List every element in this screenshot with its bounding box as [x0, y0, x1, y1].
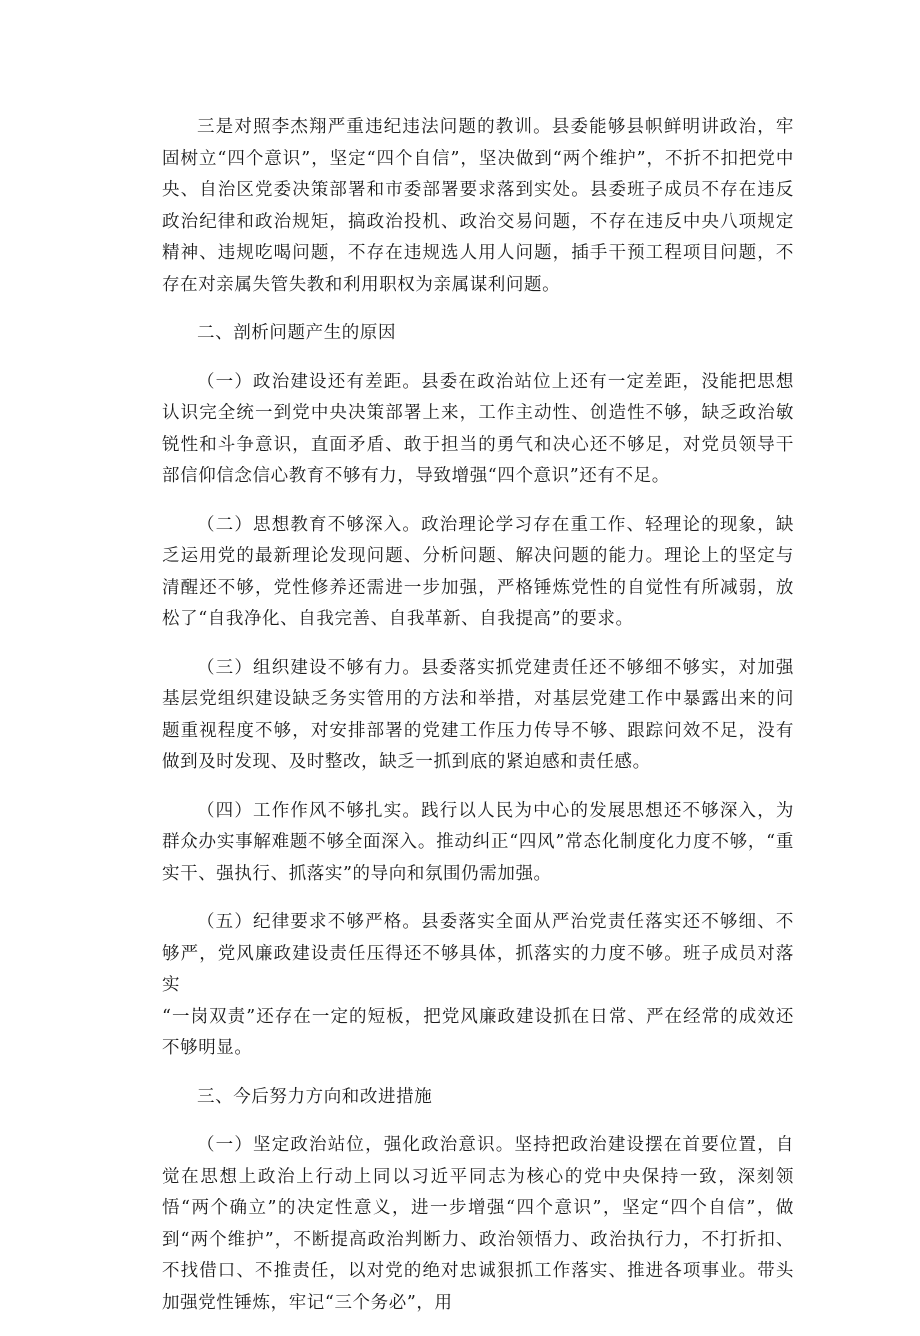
paragraph-political-building: （一）政治建设还有差距。县委在政治站位上还有一定差距，没能把思想认识完全统一到党中央决策部署上来，工作主动性、创造性不够，缺乏政治敏锐性和斗争意识，直面矛盾、敢于担当的勇气和决心还不够足，对党员领导干部信仰信念信心教育不够有力，导致增强“四个意识”还有不足。	[162, 371, 794, 486]
paragraph-work-style: （四）工作作风不够扎实。践行以人民为中心的发展思想还不够深入，为群众办实事解难题不够全面深入。推动纠正“四风”常态化制度化力度不够，“重实干、强执行、抓落实”的导向和氛围仍需加强。	[162, 800, 794, 884]
section-heading-improvements: 三、今后努力方向和改进措施	[197, 1086, 433, 1107]
paragraph-organization-building: （三）组织建设不够有力。县委落实抓党建责任还不够细不够实，对加强基层党组织建设缺乏务实管用的方法和举措，对基层党建工作中暴露出来的问题重视程度不够，对安排部署的党建工作压力传导不够、跟踪问效不足，没有做到及时发现、及时整改，缺乏一抓到底的紧迫感和责任感。	[162, 657, 794, 772]
paragraph-political-stance: （一）坚定政治站位，强化政治意识。坚持把政治建设摆在首要位置，自觉在思想上政治上行动上同以习近平同志为核心的党中央保持一致，深刻领悟“两个确立”的决定性意义，进一步增强“四个意识”，坚定“四个自信”，做到“两个维护”，不断提高政治判断力、政治领悟力、政治执行力，不打折扣、不找借口、不推责任，以对党的绝对忠诚狠抓工作落实、推进各项事业。带头加强党性锤炼，牢记“三个务必”，用	[162, 1135, 794, 1313]
paragraph-discipline-continued: “一岗双责”还存在一定的短板，把党风廉政建设抓在日常、严在经常的成效还不够明显。	[162, 1006, 794, 1058]
section-heading-causes: 二、剖析问题产生的原因	[197, 323, 397, 343]
paragraph-lessons: 三是对照李杰翔严重违纪违法问题的教训。县委能够县帜鲜明讲政治，牢固树立“四个意识”，坚定“四个自信”，坚决做到“两个维护”，不折不扣把党中央、自治区党委决策部署和市委部署要求落到实处。县委班子成员不存在违反政治纪律和政治规矩，搞政治投机、政治交易问题，不存在违反中央八项规定精神、违规吃喝问题，不存在违规选人用人问题，插手干预工程项目问题，不存在对亲属失管失教和利用职权为亲属谋利问题。	[162, 117, 794, 295]
document-body	[162, 112, 794, 1336]
paragraph-discipline: （五）纪律要求不够严格。县委落实全面从严治党责任落实还不够细、不够严，党风廉政建设责任压得还不够具体，抓落实的力度不够。班子成员对落实	[162, 912, 794, 995]
paragraph-ideological-education: （二）思想教育不够深入。政治理论学习存在重工作、轻理论的现象，缺乏运用党的最新理论发现问题、分析问题、解决问题的能力。理论上的坚定与清醒还不够，党性修养还需进一步加强，严格锤炼党性的自觉性有所减弱，放松了“自我净化、自我完善、自我革新、自我提高”的要求。	[162, 514, 794, 629]
